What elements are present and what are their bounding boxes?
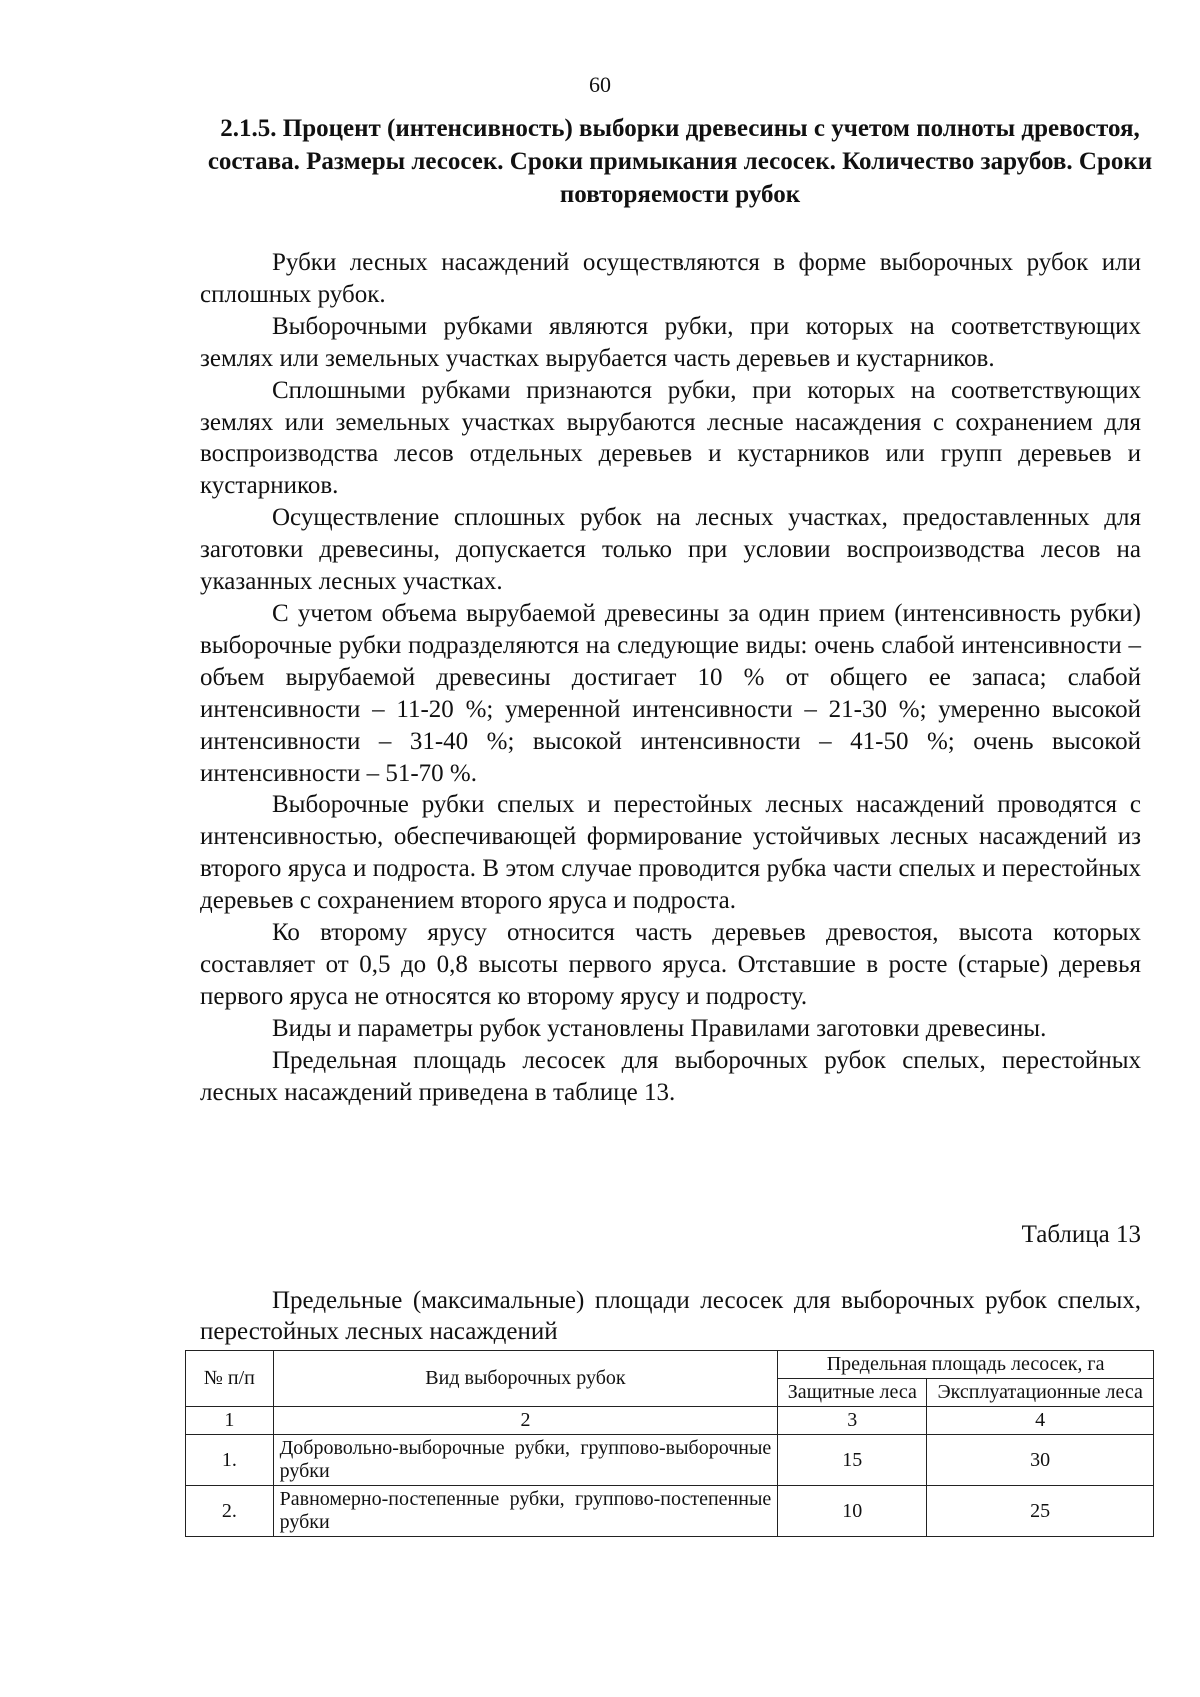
paragraph: Выборочными рубками являются рубки, при которых на соответствующих землях или земельных участках вырубается часть деревьев и кустарников. bbox=[200, 312, 1141, 372]
table-caption: Предельные (максимальные) площади лесосек для выборочных рубок спелых, перестойных лесных насаждений bbox=[200, 1287, 1141, 1345]
table-label: Таблица 13 bbox=[1021, 1221, 1141, 1248]
row-operational: 30 bbox=[927, 1435, 1154, 1486]
header-operational: Эксплуатационные леса bbox=[927, 1379, 1154, 1407]
page-number: 60 bbox=[589, 72, 611, 97]
header-num: № п/п bbox=[186, 1351, 274, 1407]
table-column-numbers-row bbox=[186, 1407, 1154, 1435]
row-kind: Равномерно-постепенные рубки, группово-постепенные рубки bbox=[273, 1486, 778, 1537]
table-header-row bbox=[186, 1351, 1154, 1379]
header-area-group: Предельная площадь лесосек, га bbox=[778, 1351, 1154, 1379]
header-kind: Вид выборочных рубок bbox=[273, 1351, 778, 1407]
paragraph: Виды и параметры рубок установлены Правилами заготовки древесины. bbox=[272, 1014, 1047, 1042]
col-number: 3 bbox=[778, 1407, 927, 1435]
paragraph: Выборочные рубки спелых и перестойных лесных насаждений проводятся с интенсивностью, обеспечивающей формирование устойчивых лесных насаждений из второго яруса и подроста. В этом случае проводится рубка части спелых и перестойных деревьев с сохранением второго яруса и подроста. bbox=[200, 791, 1141, 915]
header-protective: Защитные леса bbox=[778, 1379, 927, 1407]
row-num: 2. bbox=[186, 1486, 274, 1537]
col-number: 1 bbox=[186, 1407, 274, 1435]
paragraph: Ко второму ярусу относится часть деревьев древостоя, высота которых составляет от 0,5 до 0,8 высоты первого яруса. Отставшие в росте (старые) деревья первого яруса не относятся ко второму ярусу и подросту. bbox=[200, 919, 1141, 1010]
table-row bbox=[186, 1486, 1154, 1537]
col-number: 4 bbox=[927, 1407, 1154, 1435]
paragraph: Сплошными рубками признаются рубки, при которых на соответствующих землях или земельных участках вырубаются лесные насаждения с сохранением для воспроизводства лесов отдельных деревьев и кустарников или групп деревьев и кустарников. bbox=[200, 376, 1141, 500]
body-text bbox=[200, 247, 1141, 1108]
section-heading: 2.1.5. Процент (интенсивность) выборки древесины с учетом полноты древостоя, состава. Размеры лесосек. Сроки примыкания лесосек. Количество зарубов. Сроки повторяемости рубок bbox=[207, 115, 1153, 208]
col-number: 2 bbox=[273, 1407, 778, 1435]
paragraph: С учетом объема вырубаемой древесины за один прием (интенсивность рубки) выборочные рубки подразделяются на следующие виды: очень слабой интенсивности – объем вырубаемой древесины достигает 10 % от общего ее запаса; слабой интенсивности – 11-20 %; умеренной интенсивности – 21-30 %; умеренно высокой интенсивности – 31-40 %; высокой интенсивности – 41-50 %; очень высокой интенсивности – 51-70 %. bbox=[200, 599, 1141, 787]
row-num: 1. bbox=[186, 1435, 274, 1486]
table-row bbox=[186, 1435, 1154, 1486]
logging-area-table bbox=[185, 1350, 1154, 1537]
row-protective: 15 bbox=[778, 1435, 927, 1486]
paragraph: Осуществление сплошных рубок на лесных участках, предоставленных для заготовки древесины, допускается только при условии воспроизводства лесов на указанных лесных участках. bbox=[200, 504, 1141, 596]
row-protective: 10 bbox=[778, 1486, 927, 1537]
paragraph: Рубки лесных насаждений осуществляются в форме выборочных рубок или сплошных рубок. bbox=[200, 249, 1141, 308]
paragraph: Предельная площадь лесосек для выборочных рубок спелых, перестойных лесных насаждений приведена в таблице 13. bbox=[200, 1046, 1141, 1106]
row-kind: Добровольно-выборочные рубки, группово-выборочные рубки bbox=[273, 1435, 778, 1486]
row-operational: 25 bbox=[927, 1486, 1154, 1537]
